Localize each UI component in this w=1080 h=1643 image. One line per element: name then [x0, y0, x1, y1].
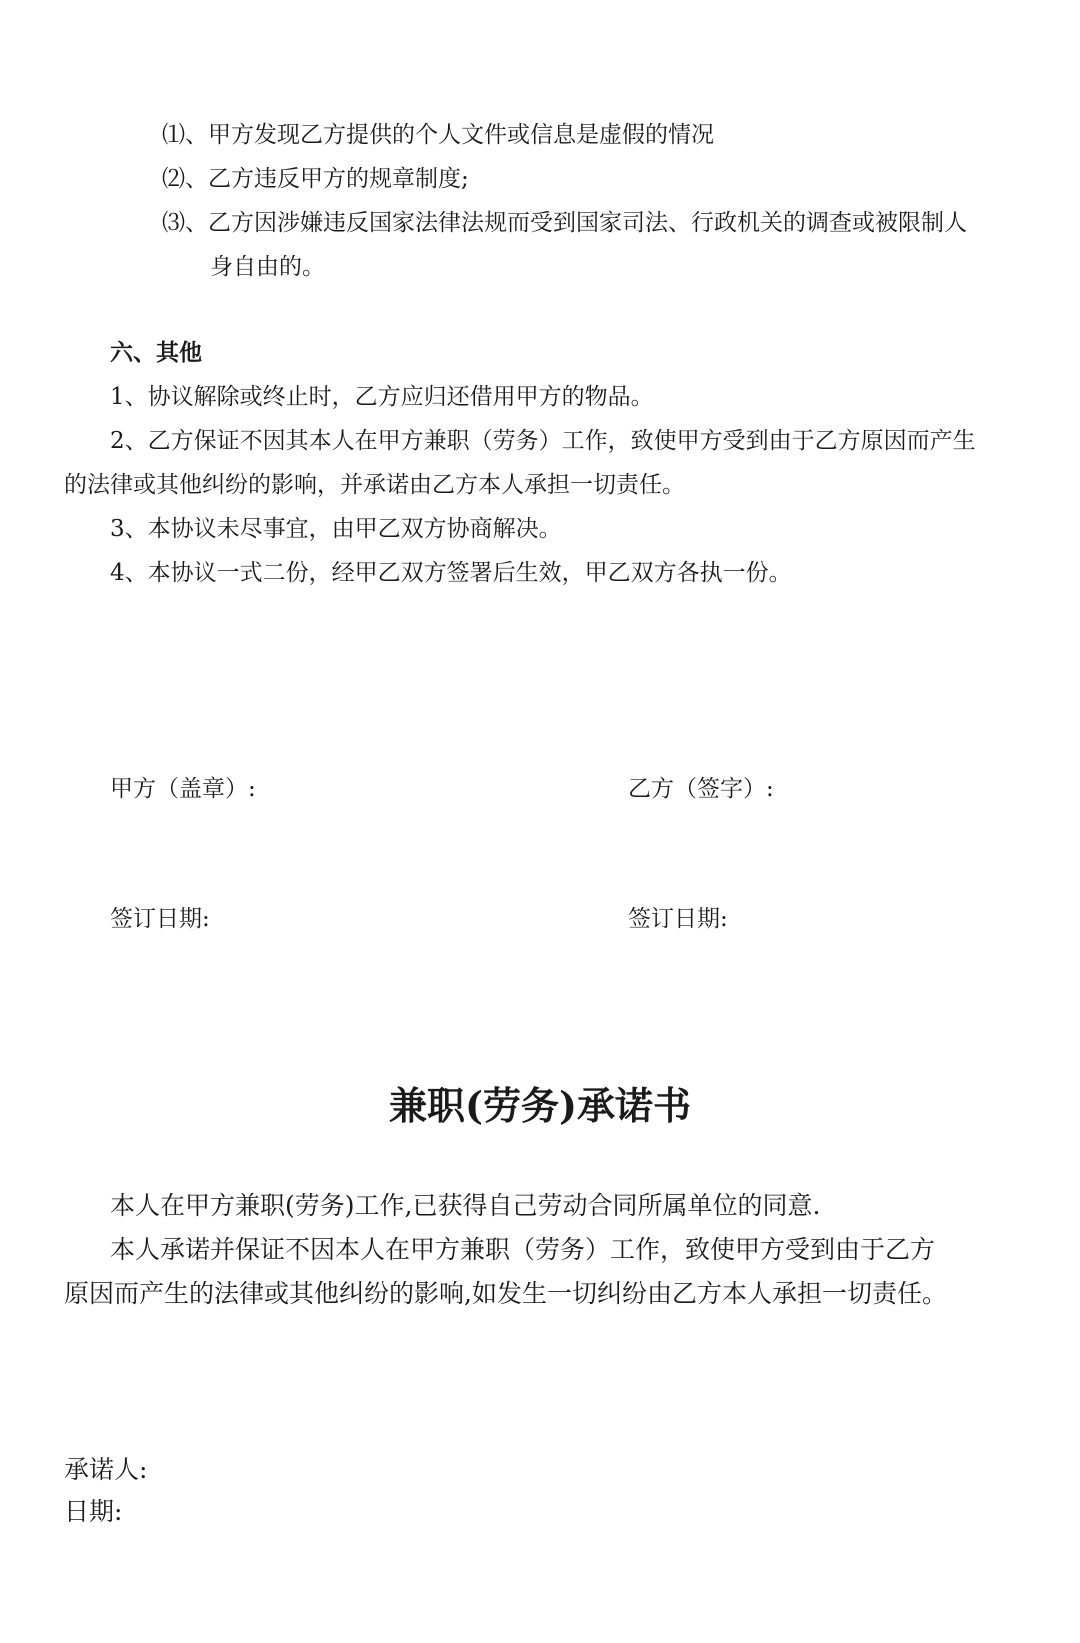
list-marker: ⑴、 [162, 122, 208, 148]
list-item-3 [162, 208, 967, 238]
section-heading: 六、其他 [110, 339, 202, 366]
paragraph-1: 1、协议解除或终止时，乙方应归还借用甲方的物品。 [110, 384, 654, 410]
pledge-paragraph-2-line-1: 本人承诺并保证不因本人在甲方兼职（劳务）工作，致使甲方受到由于乙方 [110, 1235, 936, 1264]
party-a-seal-label: 甲方（盖章）: [110, 776, 256, 802]
list-item-1 [162, 120, 714, 150]
pledge-paragraph-1: 本人在甲方兼职(劳务)工作,已获得自己劳动合同所属单位的同意. [110, 1191, 821, 1220]
list-item-text: 乙方因涉嫌违反国家法律法规而受到国家司法、行政机关的调查或被限制人 [208, 210, 967, 236]
paragraph-2-line-1: 2、乙方保证不因其本人在甲方兼职（劳务）工作，致使甲方受到由于乙方原因而产生 [110, 428, 976, 454]
pledger-label: 承诺人: [64, 1455, 148, 1484]
paragraph-3: 3、本协议未尽事宜，由甲乙双方协商解决。 [110, 516, 562, 542]
party-b-date-label: 签订日期: [628, 906, 728, 932]
paragraph-2-line-2: 的法律或其他纠纷的影响，并承诺由乙方本人承担一切责任。 [64, 472, 685, 498]
list-marker: ⑵、 [162, 166, 208, 192]
list-item-text: 甲方发现乙方提供的个人文件或信息是虚假的情况 [208, 122, 714, 148]
paragraph-4: 4、本协议一式二份，经甲乙双方签署后生效，甲乙双方各执一份。 [110, 560, 792, 586]
list-item-text: 乙方违反甲方的规章制度; [208, 166, 469, 192]
list-item-2 [162, 164, 469, 194]
party-a-date-label: 签订日期: [110, 906, 210, 932]
list-item-3-continuation: 身自由的。 [210, 254, 325, 280]
pledge-paragraph-2-line-2: 原因而产生的法律或其他纠纷的影响,如发生一切纠纷由乙方本人承担一切责任。 [64, 1279, 947, 1308]
list-marker: ⑶、 [162, 210, 208, 236]
party-b-signature-label: 乙方（签字）: [628, 776, 774, 802]
pledge-date-label: 日期: [64, 1497, 123, 1526]
pledge-title: 兼职(劳务)承诺书 [389, 1083, 691, 1128]
